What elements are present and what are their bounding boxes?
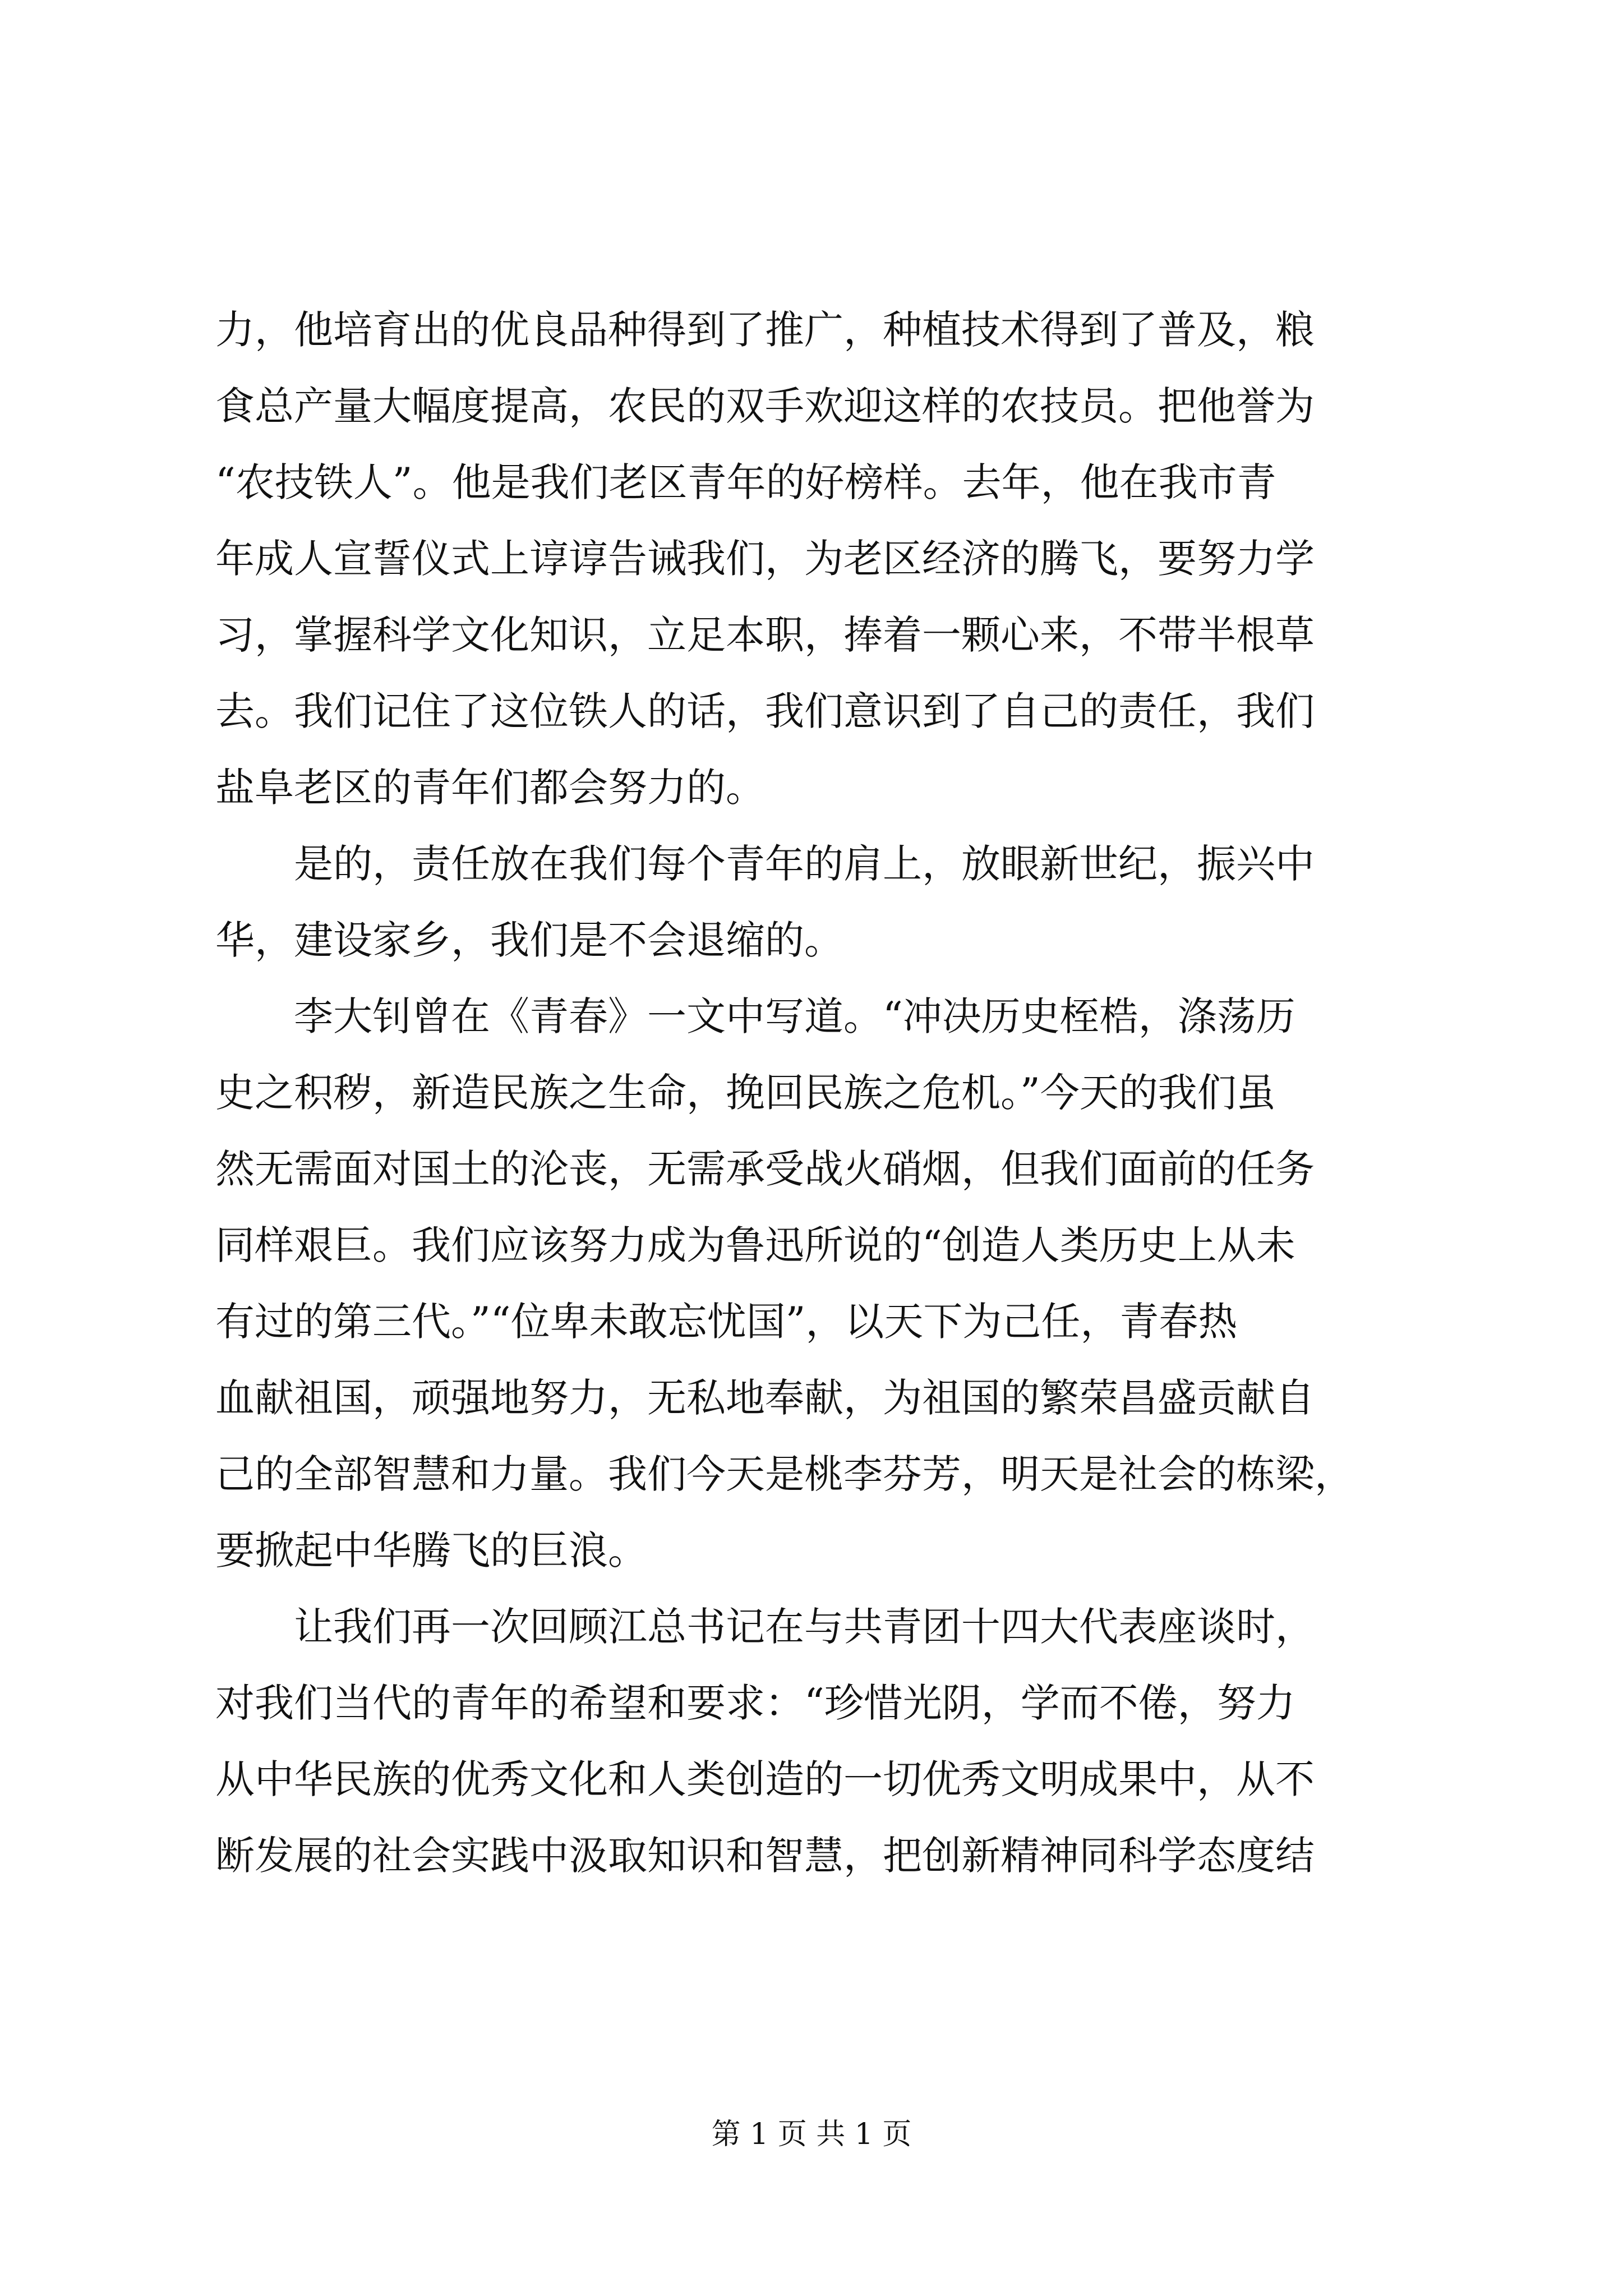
text-line: 力，他培育出的优良品种得到了推广，种植技术得到了普及，粮 [215,307,1315,353]
paragraph [215,826,1408,978]
text-line: 断发展的社会实践中汲取知识和智慧，把创新精神同科学态度结 [215,1833,1315,1879]
text-line: 有过的第三代。”“位卑未敢忘忧国”，以天下为己任，青春热 [215,1299,1238,1345]
text-line: 然无需面对国土的沦丧，无需承受战火硝烟，但我们面前的任务 [215,1146,1315,1192]
paragraph [215,978,1408,1589]
text-line: 血献祖国，顽强地努力，无私地奉献，为祖国的繁荣昌盛贡献自 [215,1375,1315,1421]
text-line: 史之积秽，新造民族之生命，挽回民族之危机。”今天的我们虽 [215,1070,1276,1116]
text-line: 盐阜老区的青年们都会努力的。 [215,765,765,811]
text-line: 对我们当代的青年的希望和要求：“珍惜光阴，学而不倦，努力 [215,1680,1295,1726]
text-line: 让我们再一次回顾江总书记在与共青团十四大代表座谈时， [294,1604,1315,1650]
text-line: 华，建设家乡，我们是不会退缩的。 [215,917,843,963]
document-body [215,292,1408,1894]
text-line: 李大钊曾在《青春》一文中写道。“冲决历史桎梏，涤荡历 [294,993,1295,1039]
text-line: 习，掌握科学文化知识，立足本职，捧着一颗心来，不带半根草 [215,612,1315,658]
page-footer: 第 1 页 共 1 页 [711,2118,912,2151]
text-line: “农技铁人”。他是我们老区青年的好榜样。去年，他在我市青 [215,459,1276,505]
text-line: 要掀起中华腾飞的巨浪。 [215,1527,647,1573]
text-line: 食总产量大幅度提高，农民的双手欢迎这样的农技员。把他誉为 [215,383,1315,429]
text-line: 同样艰巨。我们应该努力成为鲁迅所说的“创造人类历史上从未 [215,1222,1295,1268]
text-line: 是的，责任放在我们每个青年的肩上，放眼新世纪，振兴中 [294,841,1315,887]
paragraph [215,1589,1408,1894]
text-line: 去。我们记住了这位铁人的话，我们意识到了自己的责任，我们 [215,688,1315,734]
text-line: 己的全部智慧和力量。我们今天是桃李芬芳，明天是社会的栋梁， [215,1451,1354,1497]
text-line: 年成人宣誓仪式上谆谆告诫我们，为老区经济的腾飞，要努力学 [215,536,1315,582]
paragraph [215,292,1408,826]
text-line: 从中华民族的优秀文化和人类创造的一切优秀文明成果中，从不 [215,1756,1315,1802]
